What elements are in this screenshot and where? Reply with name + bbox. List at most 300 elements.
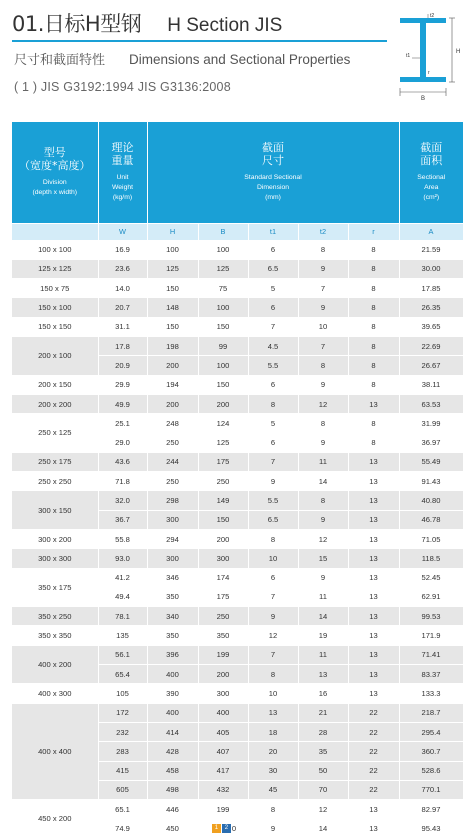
- cell-division: 300 x 200: [12, 529, 98, 548]
- diagram-label-b: B: [421, 96, 426, 102]
- cell-w: 49.9: [98, 394, 147, 413]
- cell-t1: 8: [248, 665, 298, 684]
- cell-t2: 12: [298, 800, 348, 819]
- cell-division: 250 x 175: [12, 452, 98, 471]
- cell-r: 13: [348, 472, 399, 491]
- cell-h: 200: [147, 394, 198, 413]
- cell-a: 36.97: [399, 433, 463, 452]
- cell-h: 194: [147, 375, 198, 394]
- cell-t2: 50: [298, 761, 348, 780]
- cell-a: 21.59: [399, 240, 463, 259]
- cell-h: 125: [147, 259, 198, 278]
- cell-t1: 7: [248, 645, 298, 664]
- cell-b: 75: [198, 279, 248, 298]
- cell-t1: 9: [248, 819, 298, 838]
- cell-a: 26.67: [399, 356, 463, 375]
- cell-t1: 4.5: [248, 336, 298, 355]
- cell-t1: 8: [248, 529, 298, 548]
- col-header-dimension: [147, 122, 399, 223]
- cell-t1: 7: [248, 452, 298, 471]
- title-rule: [12, 40, 387, 42]
- col-header-area: [399, 122, 463, 223]
- table-row: [12, 529, 463, 548]
- cell-division: 250 x 125: [12, 414, 98, 453]
- symbol-a: A: [399, 223, 463, 240]
- cell-b: 100: [198, 240, 248, 259]
- cell-t2: 11: [298, 587, 348, 606]
- cell-t2: 7: [298, 336, 348, 355]
- cell-h: 400: [147, 665, 198, 684]
- cell-r: 13: [348, 684, 399, 703]
- cell-r: 13: [348, 800, 399, 819]
- cell-b: 400: [198, 703, 248, 722]
- cell-a: 99.53: [399, 607, 463, 626]
- cell-b: 300: [198, 684, 248, 703]
- cell-w: 20.9: [98, 356, 147, 375]
- cell-a: 83.37: [399, 665, 463, 684]
- symbol-b: B: [198, 223, 248, 240]
- cell-w: 105: [98, 684, 147, 703]
- cell-a: 295.4: [399, 722, 463, 741]
- cell-h: 244: [147, 452, 198, 471]
- cell-r: 13: [348, 587, 399, 606]
- cell-w: 29.0: [98, 433, 147, 452]
- cell-a: 63.53: [399, 394, 463, 413]
- cell-r: 13: [348, 529, 399, 548]
- symbol-row: [12, 223, 463, 240]
- cell-h: 298: [147, 491, 198, 510]
- cell-a: 55.49: [399, 452, 463, 471]
- cell-a: 38.11: [399, 375, 463, 394]
- cell-t2: 70: [298, 780, 348, 799]
- cell-r: 13: [348, 665, 399, 684]
- cell-a: 171.9: [399, 626, 463, 645]
- cell-division: 250 x 250: [12, 472, 98, 491]
- subtitle-cn: 尺寸和截面特性: [14, 52, 106, 67]
- cell-a: 52.45: [399, 568, 463, 587]
- page-title-en: H Section JIS: [167, 15, 283, 36]
- table-row: [12, 472, 463, 491]
- cell-w: 17.8: [98, 336, 147, 355]
- h-section-diagram: [392, 10, 468, 102]
- cell-t1: 7: [248, 317, 298, 336]
- cell-t2: 8: [298, 356, 348, 375]
- cell-a: 17.85: [399, 279, 463, 298]
- cell-t1: 6.5: [248, 259, 298, 278]
- cell-b: 100: [198, 298, 248, 317]
- cell-t2: 35: [298, 742, 348, 761]
- cell-b-partial: 0: [231, 823, 237, 833]
- table-row: [12, 549, 463, 568]
- cell-t2: 11: [298, 452, 348, 471]
- cell-w: 78.1: [98, 607, 147, 626]
- cell-w: 172: [98, 703, 147, 722]
- table-row: [12, 491, 463, 510]
- page-header: [0, 0, 473, 110]
- table-row: [12, 375, 463, 394]
- cell-division: 200 x 150: [12, 375, 98, 394]
- cell-t2: 16: [298, 684, 348, 703]
- cell-r: 13: [348, 819, 399, 838]
- subtitle-en: Dimensions and Sectional Properties: [129, 52, 351, 67]
- cell-b: 99: [198, 336, 248, 355]
- cell-h: 350: [147, 587, 198, 606]
- cell-t1: 8: [248, 800, 298, 819]
- cell-w: 74.9: [98, 819, 147, 838]
- cell-w: 16.9: [98, 240, 147, 259]
- cell-t1: 20: [248, 742, 298, 761]
- cell-r: 8: [348, 317, 399, 336]
- cell-w: 232: [98, 722, 147, 741]
- page-indicator-2[interactable]: 2: [222, 824, 231, 833]
- cell-r: 8: [348, 298, 399, 317]
- diagram-top-flange: [400, 18, 446, 23]
- table-row: [12, 336, 463, 355]
- diagram-web: [420, 23, 426, 77]
- cell-a: 218.7: [399, 703, 463, 722]
- cell-t2: 10: [298, 317, 348, 336]
- cell-t2: 9: [298, 259, 348, 278]
- cell-t2: 14: [298, 819, 348, 838]
- cell-a: 118.5: [399, 549, 463, 568]
- cell-w: 56.1: [98, 645, 147, 664]
- cell-a: 62.91: [399, 587, 463, 606]
- cell-w: 65.1: [98, 800, 147, 819]
- cell-a: 71.41: [399, 645, 463, 664]
- cell-t2: 9: [298, 568, 348, 587]
- col-header-division: [12, 122, 98, 223]
- cell-t1: 9: [248, 607, 298, 626]
- cell-a: 528.6: [399, 761, 463, 780]
- table-body: [12, 240, 463, 838]
- cell-a: 31.99: [399, 414, 463, 433]
- cell-t2: 8: [298, 414, 348, 433]
- cell-a: 26.35: [399, 298, 463, 317]
- col-dimension-en: Standard Sectional Dimension (mm): [244, 174, 302, 202]
- cell-b: 199: [198, 800, 248, 819]
- cell-h: 346: [147, 568, 198, 587]
- symbol-division: [12, 223, 98, 240]
- cell-h: 200: [147, 356, 198, 375]
- cell-b: 432: [198, 780, 248, 799]
- col-division-cn: 型号 （宽度*高度）: [19, 146, 91, 173]
- diagram-label-t1: t1: [406, 53, 411, 59]
- cell-w: 415: [98, 761, 147, 780]
- cell-h: 250: [147, 472, 198, 491]
- col-area-cn: 截面 面积: [420, 141, 443, 168]
- table-row: [12, 394, 463, 413]
- cell-r: 8: [348, 375, 399, 394]
- cell-division: 150 x 100: [12, 298, 98, 317]
- cell-division: 400 x 300: [12, 684, 98, 703]
- cell-r: 8: [348, 259, 399, 278]
- cell-h: 458: [147, 761, 198, 780]
- subtitle: [14, 49, 350, 68]
- cell-b: [198, 819, 248, 838]
- cell-division: 100 x 100: [12, 240, 98, 259]
- cell-a: 22.69: [399, 336, 463, 355]
- cell-t2: 19: [298, 626, 348, 645]
- cell-b: 150: [198, 375, 248, 394]
- cell-t1: 45: [248, 780, 298, 799]
- cell-b: 124: [198, 414, 248, 433]
- cell-t1: 9: [248, 472, 298, 491]
- cell-h: 250: [147, 433, 198, 452]
- cell-division: 200 x 100: [12, 336, 98, 375]
- cell-r: 13: [348, 607, 399, 626]
- table-row: [12, 626, 463, 645]
- cell-b: 417: [198, 761, 248, 780]
- cell-h: 300: [147, 549, 198, 568]
- cell-b: 175: [198, 452, 248, 471]
- cell-b: 407: [198, 742, 248, 761]
- diagram-label-t2: t2: [430, 13, 435, 19]
- cell-r: 8: [348, 356, 399, 375]
- cell-t2: 9: [298, 433, 348, 452]
- cell-w: 49.4: [98, 587, 147, 606]
- cell-t2: 12: [298, 529, 348, 548]
- cell-r: 22: [348, 703, 399, 722]
- symbol-t2: t2: [298, 223, 348, 240]
- cell-division: 350 x 250: [12, 607, 98, 626]
- cell-w: 41.2: [98, 568, 147, 587]
- cell-a: 39.65: [399, 317, 463, 336]
- cell-division: 200 x 200: [12, 394, 98, 413]
- cell-h: 150: [147, 317, 198, 336]
- cell-r: 13: [348, 645, 399, 664]
- cell-h: 428: [147, 742, 198, 761]
- cell-t1: 30: [248, 761, 298, 780]
- table-row: [12, 317, 463, 336]
- cell-b: 150: [198, 317, 248, 336]
- cell-t2: 12: [298, 394, 348, 413]
- diagram-label-h: H: [456, 49, 461, 55]
- cell-r: 8: [348, 414, 399, 433]
- cell-t2: 13: [298, 665, 348, 684]
- table-row: [12, 452, 463, 471]
- cell-t2: 14: [298, 472, 348, 491]
- cell-division: 450 x 200: [12, 800, 98, 839]
- diagram-label-r: r: [428, 70, 430, 76]
- cell-r: 22: [348, 742, 399, 761]
- cell-b: 125: [198, 433, 248, 452]
- cell-r: 22: [348, 780, 399, 799]
- cell-h: 150: [147, 279, 198, 298]
- title-line: [12, 8, 282, 38]
- cell-t2: 8: [298, 491, 348, 510]
- cell-division: 300 x 300: [12, 549, 98, 568]
- table-row: [12, 414, 463, 433]
- table-row: [12, 684, 463, 703]
- cell-h: 100: [147, 240, 198, 259]
- cell-t2: 15: [298, 549, 348, 568]
- cell-r: 13: [348, 568, 399, 587]
- cell-r: 22: [348, 722, 399, 741]
- cell-w: 14.0: [98, 279, 147, 298]
- cell-r: 13: [348, 452, 399, 471]
- col-division-en: Division (depth x width): [32, 179, 78, 197]
- cell-t1: 10: [248, 549, 298, 568]
- cell-b: 100: [198, 356, 248, 375]
- cell-t2: 21: [298, 703, 348, 722]
- cell-h: 300: [147, 510, 198, 529]
- cell-a: 95.43: [399, 819, 463, 838]
- cell-w: 31.1: [98, 317, 147, 336]
- cell-w: 71.8: [98, 472, 147, 491]
- cell-h: 294: [147, 529, 198, 548]
- cell-r: 13: [348, 510, 399, 529]
- cell-w: 65.4: [98, 665, 147, 684]
- cell-w: 36.7: [98, 510, 147, 529]
- table-row: [12, 259, 463, 278]
- table-row: [12, 568, 463, 587]
- cell-w: 25.1: [98, 414, 147, 433]
- cell-r: 8: [348, 240, 399, 259]
- table-row: [12, 645, 463, 664]
- cell-r: 13: [348, 491, 399, 510]
- cell-w: 20.7: [98, 298, 147, 317]
- col-weight-cn: 理论 重量: [111, 141, 134, 168]
- cell-t1: 12: [248, 626, 298, 645]
- cell-b: 149: [198, 491, 248, 510]
- page-indicator-1[interactable]: 1: [212, 824, 221, 833]
- cell-t1: 6.5: [248, 510, 298, 529]
- dimensions-table-wrap: [12, 122, 463, 839]
- cell-b: 250: [198, 607, 248, 626]
- cell-b: 174: [198, 568, 248, 587]
- cell-h: 400: [147, 703, 198, 722]
- table-row: [12, 607, 463, 626]
- cell-h: 148: [147, 298, 198, 317]
- cell-t1: 5.5: [248, 356, 298, 375]
- cell-a: 133.3: [399, 684, 463, 703]
- cell-t1: 6: [248, 240, 298, 259]
- cell-w: 32.0: [98, 491, 147, 510]
- col-header-weight: [98, 122, 147, 223]
- cell-b: 350: [198, 626, 248, 645]
- symbol-h: H: [147, 223, 198, 240]
- cell-h: 390: [147, 684, 198, 703]
- table-row: [12, 240, 463, 259]
- cell-t1: 6: [248, 433, 298, 452]
- cell-t1: 5: [248, 279, 298, 298]
- cell-a: 71.05: [399, 529, 463, 548]
- symbol-t1: t1: [248, 223, 298, 240]
- cell-t1: 18: [248, 722, 298, 741]
- cell-w: 23.6: [98, 259, 147, 278]
- diagram-bottom-flange: [400, 77, 446, 82]
- cell-r: 13: [348, 394, 399, 413]
- cell-h: 446: [147, 800, 198, 819]
- cell-a: 360.7: [399, 742, 463, 761]
- cell-r: 13: [348, 626, 399, 645]
- cell-division: 150 x 150: [12, 317, 98, 336]
- cell-w: 283: [98, 742, 147, 761]
- cell-w: 93.0: [98, 549, 147, 568]
- cell-t1: 5: [248, 414, 298, 433]
- cell-t2: 7: [298, 279, 348, 298]
- symbol-w: W: [98, 223, 147, 240]
- cell-h: 350: [147, 626, 198, 645]
- cell-r: 8: [348, 433, 399, 452]
- cell-b: 200: [198, 665, 248, 684]
- cell-r: 8: [348, 336, 399, 355]
- cell-t2: 9: [298, 298, 348, 317]
- col-area-en: Sectional Area (cm²): [417, 174, 446, 202]
- cell-r: 8: [348, 279, 399, 298]
- cell-r: 22: [348, 761, 399, 780]
- cell-division: 125 x 125: [12, 259, 98, 278]
- cell-h: 414: [147, 722, 198, 741]
- cell-t1: 10: [248, 684, 298, 703]
- cell-division: 300 x 150: [12, 491, 98, 530]
- cell-t1: 7: [248, 587, 298, 606]
- cell-a: 40.80: [399, 491, 463, 510]
- cell-w: 135: [98, 626, 147, 645]
- col-weight-en: Unit Weight (kg/m): [111, 174, 134, 202]
- cell-b: 199: [198, 645, 248, 664]
- cell-w: 43.6: [98, 452, 147, 471]
- cell-b: 125: [198, 259, 248, 278]
- cell-b: 405: [198, 722, 248, 741]
- cell-w: 29.9: [98, 375, 147, 394]
- cell-t2: 8: [298, 240, 348, 259]
- cell-t2: 9: [298, 510, 348, 529]
- page-indicator: [212, 824, 232, 833]
- standards-text: ( 1 ) JIS G3192:1994 JIS G3136:2008: [14, 80, 231, 94]
- cell-division: 350 x 175: [12, 568, 98, 607]
- page-title-cn: 01.日标H型钢: [12, 12, 142, 36]
- cell-b: 150: [198, 510, 248, 529]
- dimensions-table: [12, 122, 464, 839]
- cell-a: 91.43: [399, 472, 463, 491]
- cell-a: 770.1: [399, 780, 463, 799]
- cell-b: 175: [198, 587, 248, 606]
- cell-t2: 11: [298, 645, 348, 664]
- table-row: [12, 703, 463, 722]
- cell-h: 396: [147, 645, 198, 664]
- cell-a: 82.97: [399, 800, 463, 819]
- cell-w: 605: [98, 780, 147, 799]
- cell-b: 200: [198, 529, 248, 548]
- cell-t2: 9: [298, 375, 348, 394]
- cell-t1: 13: [248, 703, 298, 722]
- table-row: [12, 279, 463, 298]
- cell-division: 400 x 200: [12, 645, 98, 684]
- cell-division: 350 x 350: [12, 626, 98, 645]
- cell-division: 400 x 400: [12, 703, 98, 799]
- cell-t2: 14: [298, 607, 348, 626]
- cell-a: 46.78: [399, 510, 463, 529]
- cell-h: 248: [147, 414, 198, 433]
- cell-t1: 8: [248, 394, 298, 413]
- table-row: [12, 298, 463, 317]
- cell-b: 300: [198, 549, 248, 568]
- cell-h: 498: [147, 780, 198, 799]
- cell-b: 200: [198, 394, 248, 413]
- cell-t1: 5.5: [248, 491, 298, 510]
- cell-a: 30.00: [399, 259, 463, 278]
- cell-t1: 6: [248, 375, 298, 394]
- cell-b: 250: [198, 472, 248, 491]
- col-dimension-cn: 截面 尺寸: [262, 141, 284, 168]
- cell-t2: 28: [298, 722, 348, 741]
- cell-division: 150 x 75: [12, 279, 98, 298]
- cell-t1: 6: [248, 568, 298, 587]
- cell-h: 340: [147, 607, 198, 626]
- table-row: [12, 800, 463, 819]
- cell-t1: 6: [248, 298, 298, 317]
